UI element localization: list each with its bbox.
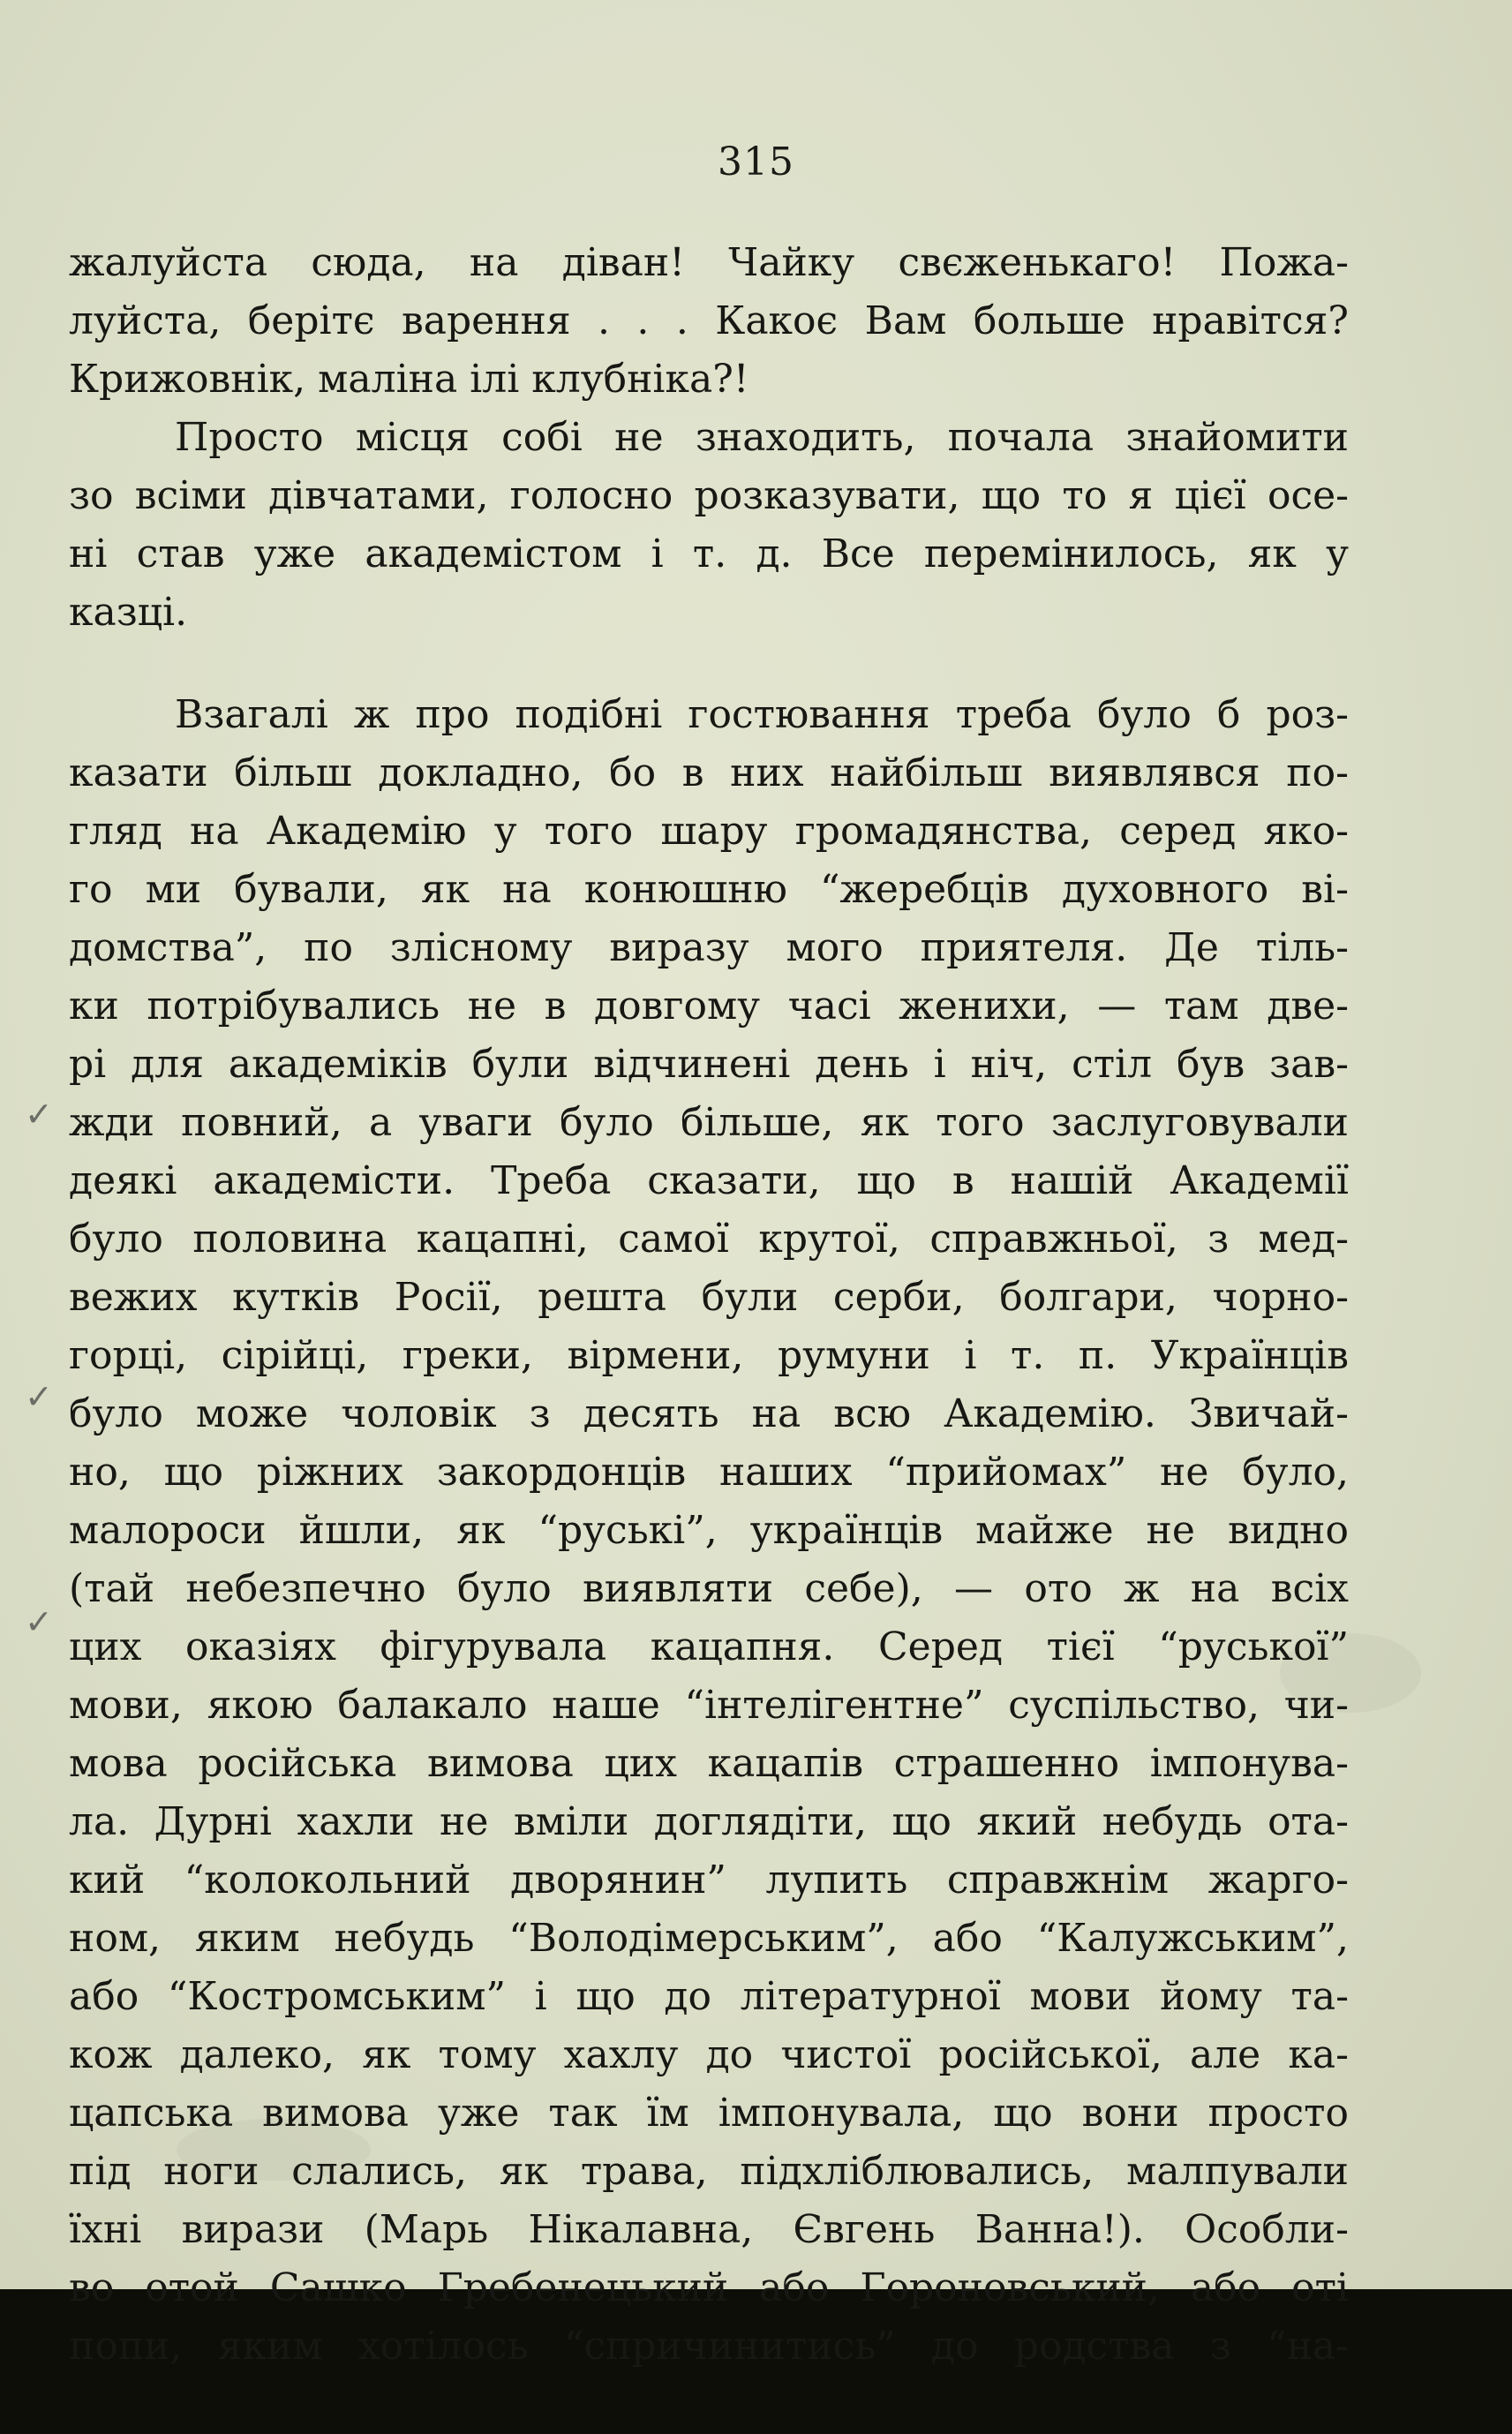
text-line: цих оказіях фігурувала кацапня. Серед тієї “руської” (69, 1624, 1349, 1669)
paragraph-3 (69, 686, 1349, 2434)
page-number: 315 (718, 139, 794, 185)
text-line: во отой Сашко Гребенецький або Гороновський, або оті (69, 2265, 1349, 2310)
text-line: но, що ріжних закордонців наших “прийомах” не було, (69, 1450, 1349, 1495)
text-line: Взагалі ж про подібні гостювання треба було б роз- (175, 692, 1349, 737)
body-text (69, 234, 1349, 2434)
text-line: гляд на Академію у того шару громадянства, серед яко- (69, 809, 1349, 854)
paragraph-gap (69, 642, 1349, 686)
text-line: мова російська вимова цих кацапів страшенно імпонува- (69, 1741, 1349, 1786)
text-line: цапська вимова уже так їм імпонувала, що вони просто (69, 2091, 1349, 2136)
text-line: їхні вирази (Марь Нікалавна, Євгень Ванна!). Особли- (69, 2207, 1349, 2252)
text-line: було може чоловік з десять на всю Академію. Звичай- (69, 1391, 1349, 1436)
text-line: Просто місця собі не знаходить, почала знайомити (175, 415, 1349, 460)
text-line: луйста, берітє варення . . . Какоє Вам больше нравітся? (69, 298, 1349, 343)
text-line: вежих кутків Росії, решта були серби, болгари, чорно- (69, 1275, 1349, 1320)
text-line: було половина кацапні, самої крутої, справжньої, з мед- (69, 1217, 1349, 1262)
text-line: попи, яким хотілось “спричинитись” до родства з “на- (69, 2324, 1349, 2369)
text-line: мови, якою балакало наше “інтелігентне” суспільство, чи- (69, 1683, 1349, 1728)
text-line: казці. (69, 590, 188, 635)
text-line: Крижовнік, маліна ілі клубніка?! (69, 357, 749, 402)
text-line: ном, яким небудь “Володімерським”, або “Калужським”, (69, 1916, 1349, 1961)
paragraph-2 (69, 409, 1349, 642)
text-line: рі для академіків були відчинені день і ніч, стіл був зав- (69, 1042, 1349, 1087)
margin-checkmark: ✓ (25, 1095, 53, 1134)
text-line: або “Костромським” і що до літературної мови йому та- (69, 1974, 1349, 2019)
text-line: кож далеко, як тому хахлу до чистої російської, але ка- (69, 2032, 1349, 2077)
text-line: під ноги слались, як трава, підхліблювались, малпували (69, 2149, 1349, 2194)
margin-checkmark: ✓ (25, 1602, 53, 1641)
text-line: ла. Дурні хахли не вміли доглядіти, що який небудь ота- (69, 1799, 1349, 1844)
text-line: кий “колокольний дворянин” лупить справжнім жарго- (69, 1858, 1349, 1903)
text-line: малороси йшли, як “руські”, українців майже не видно (69, 1508, 1349, 1553)
text-line: (тай небезпечно було виявляти себе), — ото ж на всіх (69, 1566, 1349, 1611)
text-line: зо всіми дівчатами, голосно розказувати, що то я цієї осе- (69, 473, 1349, 518)
paragraph-1 (69, 234, 1349, 409)
text-line: казати більш докладно, бо в них найбільш виявлявся по- (69, 750, 1349, 795)
margin-checkmark: ✓ (25, 1377, 53, 1416)
text-line: го ми бували, як на конюшню “жеребців духовного ві- (69, 867, 1349, 912)
text-line: ні став уже академістом і т. д. Все перемінилось, як у (69, 531, 1349, 576)
text-line: ки потрібувались не в довгому часі женихи, — там две- (69, 983, 1349, 1029)
text-line: жди повний, а уваги було більше, як того заслуговували (69, 1100, 1349, 1145)
text-line: горці, сірійці, греки, вірмени, румуни і т. п. Українців (69, 1333, 1349, 1378)
text-line: домства”, по злісному виразу мого приятеля. Де тіль- (69, 925, 1349, 970)
text-line: жалуйста сюда, на діван! Чайку свєженькаго! Пожа- (69, 240, 1349, 285)
text-line: деякі академісти. Треба сказати, що в нашій Академії (69, 1158, 1349, 1203)
text-line (69, 2376, 1349, 2434)
